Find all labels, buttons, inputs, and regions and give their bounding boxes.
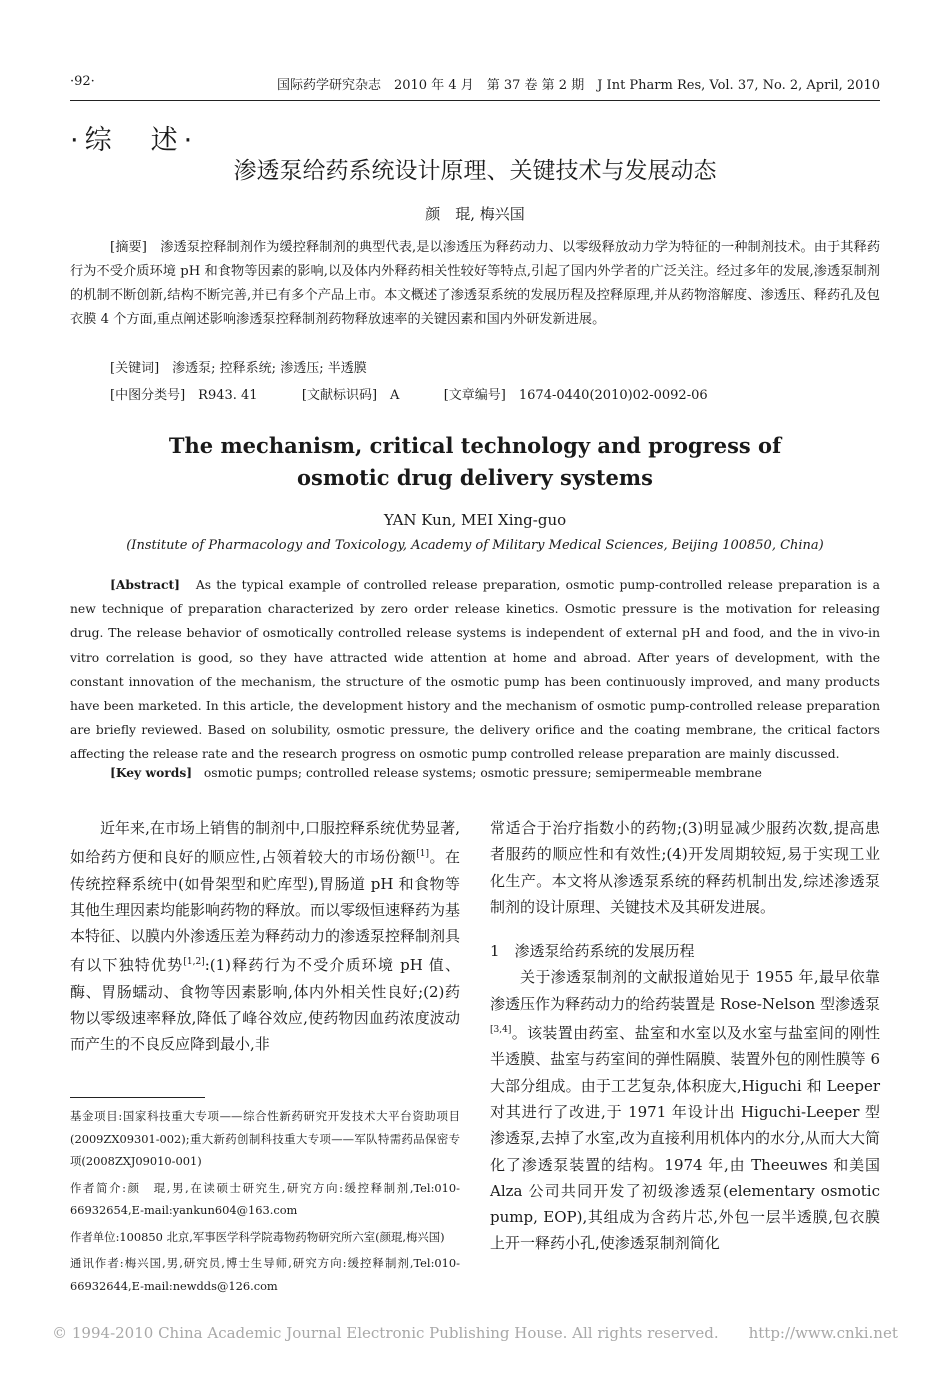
zh-authors: 颜 琨, 梅兴国 — [425, 205, 525, 223]
body-text: 近年来,在市场上销售的制剂中,口服控释系统优势显著,如给药方便和良好的顺应性,占领着较大的市场份额 — [70, 819, 460, 867]
citation: [3,4] — [490, 1025, 512, 1036]
journal-header: 国际药学研究杂志 2010 年 4 月 第 37 卷 第 2 期 J Int Pharm Res, Vol. 37, No. 2, April, 2010 — [276, 78, 880, 93]
body-text: 。该装置由药室、盐室和水室以及水室与盐室间的刚性半透膜、盐室与药室间的弹性隔膜、装置外包的刚性膜等 6 大部分组成。由于工艺复杂,体积庞大,Higuchi 和 Leeper 对其进行了改进,于 1971 年设计出 Higuchi-Leeper 型渗透泵,去掉了水室,改为直接利用机体内的水分,从而大大简化了渗透泵装置的结构。1974 年,由 Theeuwes 和美国 Alza 公司共同开发了初级渗透泵(elementary osmotic pump, EOP),其组成为含药片芯,外包一层半透膜,包衣膜上开一释药小孔,使渗透泵制剂简化 — [490, 1024, 880, 1253]
doc-code-value: A — [390, 388, 400, 403]
section-heading: 1 渗透泵给药系统的发展历程 — [490, 942, 695, 961]
zh-keywords — [110, 357, 367, 376]
doc-code-label: [文献标识码] — [301, 388, 378, 403]
zh-abstract-label: [摘要] — [110, 240, 147, 255]
en-title-line1: The mechanism, critical technology and progress of — [168, 433, 782, 458]
zh-abstract-text: 渗透泵控释制剂作为缓控释制剂的典型代表,是以渗透压为释药动力、以零级释放动力学为特征的一种制剂技术。由于其释药行为不受介质环境 pH 和食物等因素的影响,以及体内外释药相关性较好等特点,引起了国内外学者的广泛关注。经过多年的发展,渗透泵制剂的机制不断创新,结构不断完善,并已有多个产品上市。本文概述了渗透泵系统的发展历程及控释原理,并从药物溶解度、渗透压、释药孔及包衣膜 4 个方面,重点阐述影响渗透泵控释制剂药物释放速率的关键因素和国内外研发新进展。 — [70, 240, 881, 327]
zh-title: 渗透泵给药系统设计原理、关键技术与发展动态 — [233, 158, 717, 184]
zh-classification — [110, 384, 708, 403]
body-left-column — [70, 815, 460, 1058]
footnote-corresponding: 通讯作者:梅兴国,男,研究员,博士生导师,研究方向:缓控释制剂,Tel:010-66932644,E-mail:newdds@126.com — [70, 1256, 460, 1293]
article-no-label: [文章编号] — [443, 388, 506, 403]
body-text: 。在传统控释系统中(如骨架型和贮库型),胃肠道 pH 和食物等其他生理因素均能影响药物的释放。而以零级恒速释药为基本特征、以膜内外渗透压差为释药动力的渗透泵控释制剂具有以下独特优势 — [70, 848, 461, 975]
en-keywords-text: osmotic pumps; controlled release systems; osmotic pressure; semipermeable membrane — [203, 766, 762, 780]
footnote-affiliation: 作者单位:100850 北京,军事医学科学院毒物药物研究所六室(颜琨,梅兴国) — [70, 1229, 445, 1244]
footnote-author-bio: 作者简介:颜 琨,男,在读硕士研究生,研究方向:缓控释制剂,Tel:010-66932654,E-mail:yankun604@163.com — [70, 1180, 460, 1217]
en-authors: YAN Kun, MEI Xing-guo — [383, 511, 567, 529]
header-rule — [70, 100, 880, 101]
body-right-column — [490, 815, 880, 1257]
en-title — [70, 430, 880, 494]
zh-keywords-text: 渗透泵; 控释系统; 渗透压; 半透膜 — [172, 361, 367, 376]
body-paragraph — [490, 964, 880, 1256]
copyright-footer: © 1994-2010 China Academic Journal Electronic Publishing House. All rights reserved. http://www.cnki.net — [52, 1324, 898, 1342]
en-title-line2: osmotic drug delivery systems — [297, 465, 653, 490]
body-text: :(1)释药行为不受介质环境 pH 值、酶、胃肠蠕动、食物等因素影响,体内外相关性良好;(2)药物以零级速率释放,降低了峰谷效应,使药物因血药浓度波动而产生的不良反应降到最小,非 — [70, 956, 460, 1054]
body-paragraph — [70, 815, 460, 1058]
en-abstract-label: [Abstract] — [110, 577, 180, 592]
section-label: ·综 述· — [70, 125, 199, 156]
footnote-funding: 基金项目:国家科技重大专项——综合性新药研究开发技术大平台资助项目(2009ZX09301-002);重大新药创制科技重大专项——军队特需药品保密专项(2008ZXJ09010-001) — [70, 1109, 460, 1168]
en-abstract-text: As the typical example of controlled release preparation, osmotic pump-controlled release preparation is a new technique of preparation characterized by zero order release kinetics. Osmotic pressure is the motivation for releasing drug. The release behavior of osmotically controlled release systems is independent of external pH and food, and the in vivo-in vitro correlation is good, so they have attracted wide attention at home and abroad. After years of development, with the constant innovation of the mechanism, the structure of the osmotic pump has been continuously improved, and many products have been marketed. In this article, the development history and the mechanism of osmotic pump-controlled release preparation are briefly reviewed. Based on solubility, osmotic pressure, the delivery orifice and the coating membrane, the critical factors affecting the release rate and the research progress on osmotic pump controlled release preparation are mainly discussed. — [70, 578, 880, 762]
clc-value: R943. 41 — [198, 388, 258, 403]
en-abstract — [70, 573, 880, 767]
footnote-rule — [70, 1097, 205, 1098]
zh-abstract — [70, 236, 880, 332]
body-paragraph: 常适合于治疗指数小的药物;(3)明显减少服药次数,提高患者服药的顺应性和有效性;(4)开发周期较短,易于实现工业化生产。本文将从渗透泵系统的释药机制出发,综述渗透泵制剂的设计原理、关键技术及其研发进展。 — [490, 819, 880, 916]
en-keywords-label: [Key words] — [110, 765, 193, 780]
citation: [1,2] — [183, 957, 205, 968]
body-text: 关于渗透泵制剂的文献报道始见于 1955 年,最早依靠渗透压作为释药动力的给药装置是 Rose-Nelson 型渗透泵 — [490, 968, 880, 1013]
zh-keywords-label: [关键词] — [110, 361, 160, 376]
en-affiliation: (Institute of Pharmacology and Toxicology, Academy of Military Medical Sciences, Beijing 100850, China) — [126, 538, 824, 553]
citation: [1] — [416, 849, 429, 860]
clc-label: [中图分类号] — [110, 388, 186, 403]
footnotes — [70, 1105, 460, 1301]
page-number: ·92· — [70, 74, 95, 89]
article-no-value: 1674-0440(2010)02-0092-06 — [518, 388, 708, 403]
en-keywords — [110, 765, 762, 780]
